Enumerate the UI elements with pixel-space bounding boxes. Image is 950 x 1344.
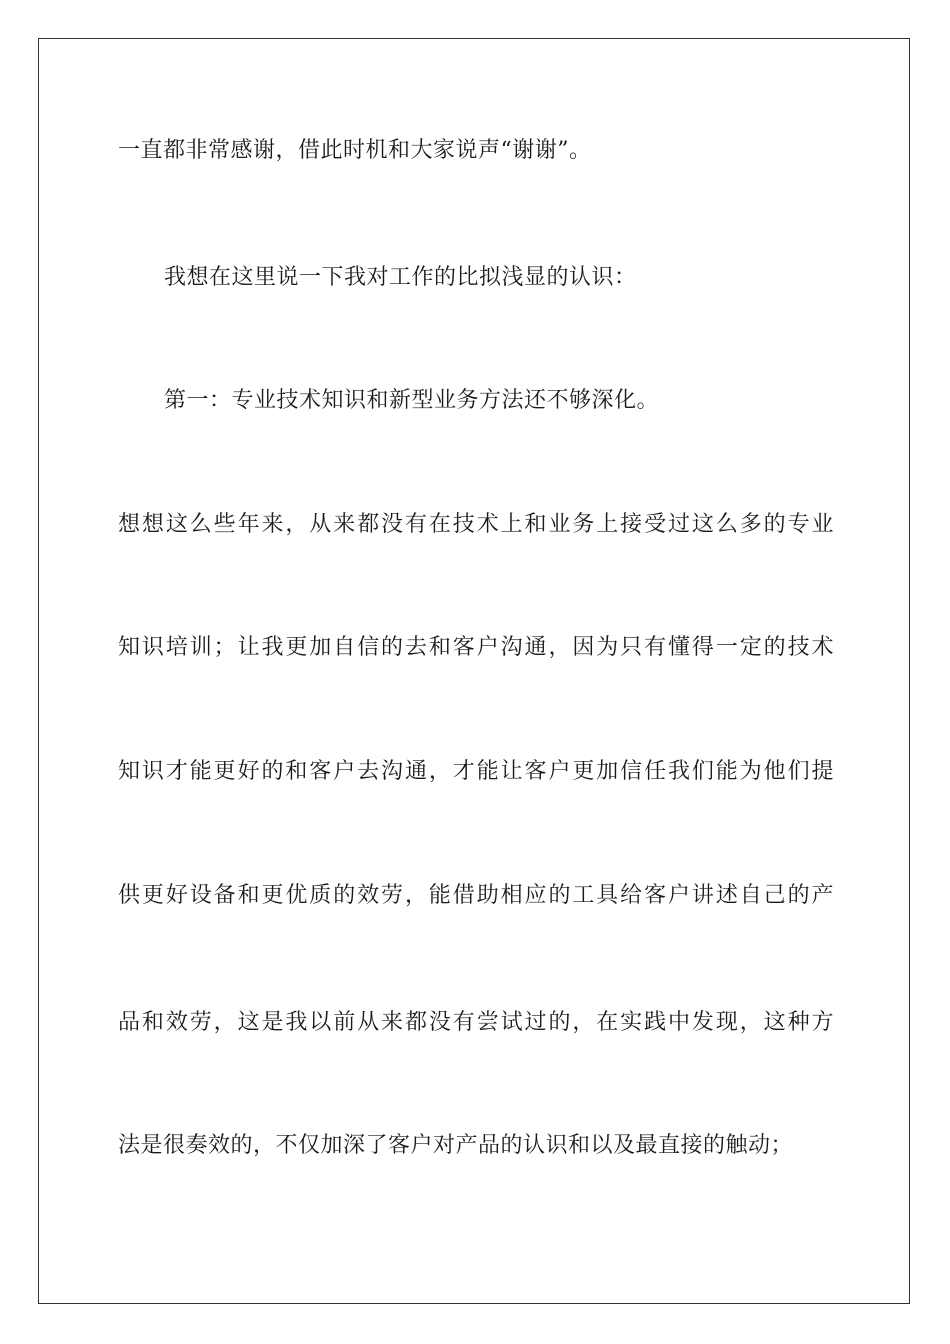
text-line-2: 我想在这里说一下我对工作的比拟浅显的认识：: [164, 265, 637, 290]
text-line-1: 一直都非常感谢，借此时机和大家说声“谢谢”。: [118, 138, 592, 163]
text-line-9: 法是很奏效的，不仅加深了客户对产品的认识和以及最直接的触动；: [118, 1133, 794, 1158]
text-line-6: 知识才能更好的和客户去沟通，才能让客户更加信任我们能为他们提: [118, 759, 834, 784]
text-line-5: 知识培训；让我更加自信的去和客户沟通，因为只有懂得一定的技术: [118, 635, 834, 660]
text-line-3: 第一：专业技术知识和新型业务方法还不够深化。: [164, 388, 660, 413]
text-line-7: 供更好设备和更优质的效劳，能借助相应的工具给客户讲述自己的产: [118, 883, 834, 908]
text-line-8: 品和效劳，这是我以前从来都没有尝试过的，在实践中发现，这种方: [118, 1010, 834, 1035]
text-line-4: 想想这么些年来，从来都没有在技术上和业务上接受过这么多的专业: [118, 512, 834, 537]
page-border: [38, 38, 910, 1304]
